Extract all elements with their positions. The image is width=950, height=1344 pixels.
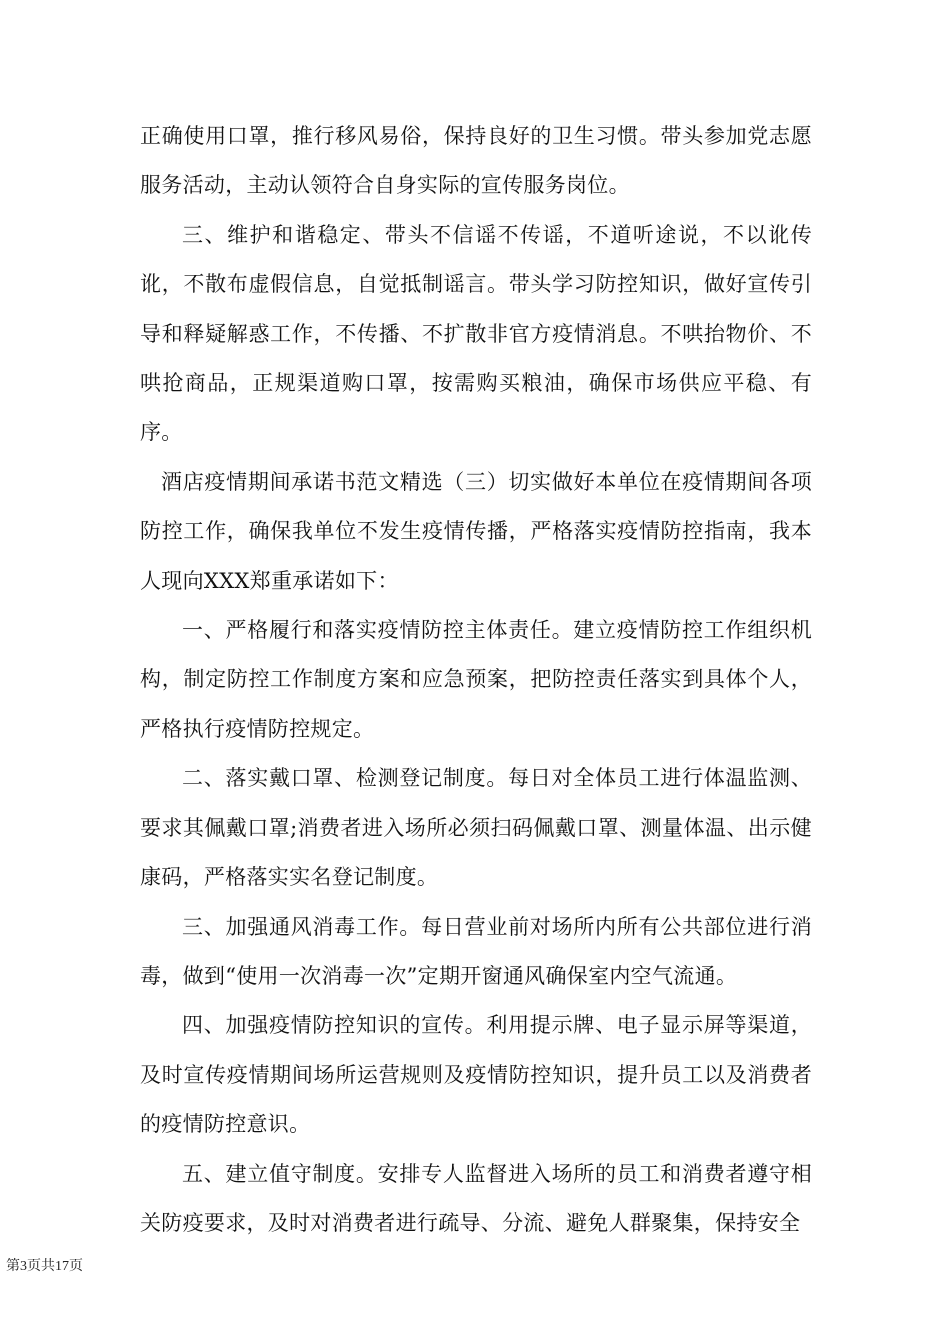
- paragraph-item-three: 三、加强通风消毒工作。每日营业前对场所内所有公共部位进行消毒，做到“使用一次消毒一次”定期开窗通风确保室内空气流通。: [140, 914, 812, 988]
- paragraph-item-four: 四、加强疫情防控知识的宣传。利用提示牌、电子显示屏等渠道，及时宣传疫情期间场所运营规则及疫情防控知识，提升员工以及消费者的疫情防控意识。: [140, 1013, 812, 1137]
- paragraph-heading-sample-three: 酒店疫情期间承诺书范文精选（三）切实做好本单位在疫情期间各项防控工作，确保我单位不发生疫情传播，严格落实疫情防控指南，我本人现向XXX郑重承诺如下：: [140, 469, 812, 593]
- paragraph-item-two: 二、落实戴口罩、检测登记制度。每日对全体员工进行体温监测、要求其佩戴口罩;消费者进入场所必须扫码佩戴口罩、测量体温、出示健康码，严格落实实名登记制度。: [140, 766, 812, 890]
- paragraph-item-five: 五、建立值守制度。安排专人监督进入场所的员工和消费者遵守相关防疫要求，及时对消费者进行疏导、分流、避免人群聚集，保持安全: [140, 1161, 812, 1235]
- paragraph-item-one: 一、严格履行和落实疫情防控主体责任。建立疫情防控工作组织机构，制定防控工作制度方案和应急预案，把防控责任落实到具体个人，严格执行疫情防控规定。: [140, 618, 812, 741]
- paragraph-continuation: 正确使用口罩，推行移风易俗，保持良好的卫生习惯。带头参加党志愿服务活动，主动认领符合自身实际的宣传服务岗位。: [140, 124, 812, 198]
- document-body: [140, 112, 812, 1248]
- page-number-footer: 第3页共17页: [6, 1259, 83, 1274]
- paragraph-section-three: 三、维护和谐稳定、带头不信谣不传谣，不道听途说，不以讹传讹，不散布虚假信息，自觉抵制谣言。带头学习防控知识，做好宣传引导和释疑解惑工作，不传播、不扩散非官方疫情消息。不哄抬物价、不哄抢商品，正规渠道购口罩，按需购买粮油，确保市场供应平稳、有序。: [140, 222, 812, 445]
